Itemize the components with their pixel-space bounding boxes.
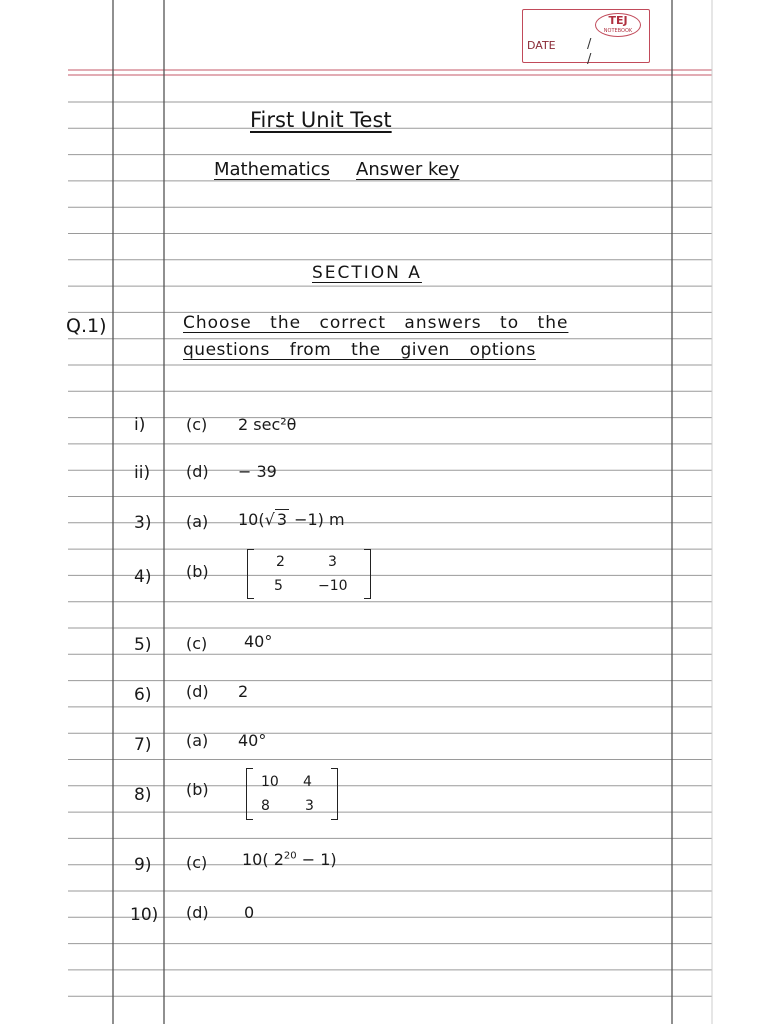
page-title: First Unit Test: [250, 108, 392, 132]
matrix-cell: 2: [276, 554, 285, 570]
matrix-cell: 5: [274, 578, 283, 594]
answer-tail: − 1): [296, 850, 337, 869]
notebook-brand-box: [522, 9, 650, 67]
answer-number: 9): [134, 855, 152, 875]
date-label: DATE: [527, 39, 556, 52]
question-number: Q.1): [66, 315, 107, 337]
brand-logo-text: TEJ: [608, 14, 628, 27]
answer-number: 8): [134, 785, 152, 805]
answer-option: (c): [186, 634, 208, 653]
question-text-line2: questions from the given options: [183, 340, 536, 360]
square-root: √ 3: [264, 510, 287, 529]
answer-option: (b): [186, 780, 209, 799]
matrix-cell: 3: [305, 798, 314, 814]
answer-option: (c): [186, 415, 208, 434]
matrix-cell: 8: [261, 798, 270, 814]
answer-number: 6): [134, 685, 152, 705]
answer-option: (c): [186, 853, 208, 872]
answer-option: (b): [186, 562, 209, 581]
answer-value: 40°: [244, 632, 273, 651]
answer-option: (a): [186, 731, 209, 750]
answer-matrix: [246, 769, 338, 819]
subtitle-subject: Mathematics: [214, 159, 330, 180]
matrix-cell: 3: [328, 554, 337, 570]
brand-logo-subtext: NOTEBOOK: [603, 28, 633, 34]
matrix-cell: −10: [318, 578, 348, 594]
answer-option: (d): [186, 682, 209, 701]
answer-value: 40°: [238, 731, 267, 750]
subtitle-kind: Answer key: [356, 159, 460, 180]
answer-suffix: −1) m: [289, 510, 345, 529]
answer-value: 2 sec²θ: [238, 415, 297, 434]
brand-logo: [595, 13, 641, 37]
answer-number: 7): [134, 735, 152, 755]
answer-prefix: 10(: [238, 510, 265, 529]
answer-value: [242, 850, 337, 869]
answer-value: 0: [244, 903, 255, 922]
answer-value: − 39: [238, 462, 277, 481]
answer-number: 3): [134, 513, 152, 533]
answer-exponent: 20: [283, 850, 297, 862]
answer-value: 2: [238, 682, 249, 701]
answer-number: 4): [134, 567, 152, 587]
answer-option: (d): [186, 462, 209, 481]
answer-value: [238, 510, 345, 529]
answer-number: ii): [134, 463, 151, 483]
answer-base: 10( 2: [242, 850, 284, 869]
page-subtitle: [214, 159, 486, 180]
answer-option: (a): [186, 512, 209, 531]
answer-number: 5): [134, 635, 152, 655]
date-value: / /: [587, 37, 610, 67]
answer-matrix: [247, 550, 371, 598]
answer-option: (d): [186, 903, 209, 922]
answer-number: i): [134, 415, 146, 435]
section-heading: SECTION A: [312, 263, 422, 283]
question-text-line1: Choose the correct answers to the: [183, 313, 569, 333]
answer-number: 10): [130, 905, 159, 925]
radicand: 3: [276, 510, 287, 529]
matrix-cell: 10: [261, 774, 279, 790]
matrix-cell: 4: [303, 774, 312, 790]
